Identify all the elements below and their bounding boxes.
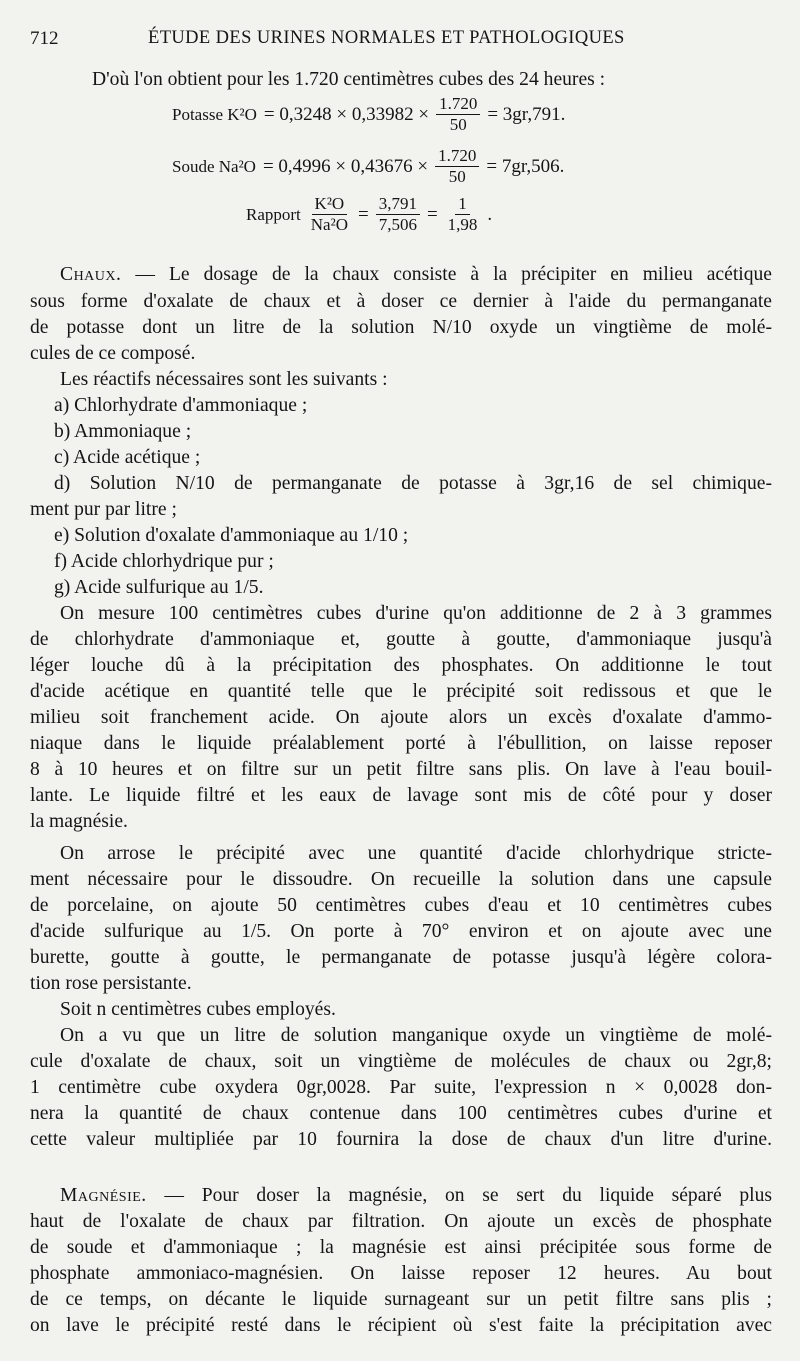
formula-label: Potasse K²O xyxy=(172,104,257,124)
text-line: léger louche dû à la précipitation des phosphates. On additionne le tout xyxy=(30,655,772,676)
list-item: d) Solution N/10 de permanganate de potasse à 3gr,16 de sel chimique- xyxy=(54,473,772,494)
text-line: haut de l'oxalate de chaux par filtration. On ajoute un excès de phosphate xyxy=(30,1211,772,1232)
list-item: g) Acide sulfurique au 1/5. xyxy=(54,577,264,598)
intro-line: D'où l'on obtient pour les 1.720 centimètres cubes des 24 heures : xyxy=(92,69,606,90)
list-item: c) Acide acétique ; xyxy=(54,447,201,468)
fraction-denominator: Na²O xyxy=(310,215,348,234)
formula-expression: = 0,4996 × 0,43676 × xyxy=(262,155,429,177)
formula-soude xyxy=(172,146,564,187)
text-line: Soit n centimètres cubes employés. xyxy=(60,999,336,1020)
text-line: — Le dosage de la chaux consiste à la précipiter en milieu acétique xyxy=(121,264,772,285)
fraction-denominator: 1,98 xyxy=(447,215,478,234)
list-item: f) Acide chlorhydrique pur ; xyxy=(54,551,274,572)
list-item: b) Ammoniaque ; xyxy=(54,421,192,442)
page-header xyxy=(30,24,766,54)
formula-rapport xyxy=(246,194,492,235)
text-line: ment pur par litre ; xyxy=(30,499,177,520)
period: . xyxy=(487,203,493,225)
formula-result: = 7gr,506. xyxy=(486,155,565,177)
text-line: 1 centimètre cube oxydera 0gr,0028. Par suite, l'expression n × 0,0028 don- xyxy=(30,1077,772,1098)
fraction-numerator: K²O xyxy=(312,194,348,215)
text-line: On a vu que un litre de solution manganique oxyde un vingtième de molé- xyxy=(60,1025,772,1046)
equals-sign: = xyxy=(426,203,438,225)
magnesie-first-line xyxy=(60,1183,772,1209)
text-line: la magnésie. xyxy=(30,811,128,832)
text-line: On mesure 100 centimètres cubes d'urine qu'on additionne de 2 à 3 grammes xyxy=(60,603,772,624)
text-line: de potasse dont un litre de la solution N/10 oxyde un vingtième de molé- xyxy=(30,317,772,338)
text-line: de porcelaine, on ajoute 50 centimètres cubes d'eau et 10 centimètres cubes xyxy=(30,895,772,916)
text-line: phosphate ammoniaco-magnésien. On laisse reposer 12 heures. Au bout xyxy=(30,1263,772,1284)
text-line: nera la quantité de chaux contenue dans 100 centimètres cubes d'urine et xyxy=(30,1103,772,1124)
text-line: Les réactifs nécessaires sont les suivants : xyxy=(60,369,388,390)
text-line: lante. Le liquide filtré et les eaux de lavage sont mis de côté pour y doser xyxy=(30,785,772,806)
fraction xyxy=(376,194,420,235)
text-line: d'acide acétique en quantité telle que le précipité soit redissous et que le xyxy=(30,681,772,702)
text-line: burette, goutte à goutte, le permanganate de potasse jusqu'à légère colora- xyxy=(30,947,772,968)
fraction-numerator: 1 xyxy=(455,194,470,215)
text-line: ment nécessaire pour le dissoudre. On recueille la solution dans une capsule xyxy=(30,869,772,890)
formula-label: Rapport xyxy=(246,204,301,224)
text-line: de ce temps, on décante le liquide surnageant sur un petit filtre sans plis ; xyxy=(30,1289,772,1310)
text-line: cules de ce composé. xyxy=(30,343,196,364)
equals-sign: = xyxy=(357,203,369,225)
fraction-numerator: 3,791 xyxy=(376,194,420,215)
list-item: e) Solution d'oxalate d'ammoniaque au 1/10 ; xyxy=(54,525,409,546)
text-line: milieu soit franchement acide. On ajoute alors un excès d'oxalate d'ammo- xyxy=(30,707,772,728)
fraction xyxy=(436,94,480,135)
fraction-numerator: 1.720 xyxy=(436,94,480,115)
fraction xyxy=(308,194,351,235)
text-line: on lave le précipité resté dans le récipient où s'est faite la précipitation avec xyxy=(30,1315,772,1336)
formula-result: = 3gr,791. xyxy=(487,103,566,125)
text-line: sous forme d'oxalate de chaux et à doser ce dernier à l'aide du permanganate xyxy=(30,291,772,312)
formula-expression: = 0,3248 × 0,33982 × xyxy=(263,103,430,125)
fraction-denominator: 7,506 xyxy=(378,215,417,234)
fraction xyxy=(445,194,481,235)
fraction-denominator: 50 xyxy=(449,115,467,134)
formula-potasse xyxy=(172,94,565,135)
text-line: de soude et d'ammoniaque ; la magnésie est ainsi précipitée sous forme de xyxy=(30,1237,772,1258)
text-line: cette valeur multipliée par 10 fournira la dose de chaux d'un litre d'urine. xyxy=(30,1129,772,1150)
section-heading-chaux: Chaux. xyxy=(60,264,122,285)
text-line: On arrose le précipité avec une quantité d'acide chlorhydrique stricte- xyxy=(60,843,772,864)
text-line: niaque dans le liquide préalablement porté à l'ébullition, on laisse reposer xyxy=(30,733,772,754)
section-heading-magnesie: Magnésie. xyxy=(60,1185,147,1206)
text-line: d'acide sulfurique au 1/5. On porte à 70° environ et on ajoute avec une xyxy=(30,921,772,942)
page-number: 712 xyxy=(30,28,59,49)
formula-label: Soude Na²O xyxy=(172,156,256,176)
fraction-denominator: 50 xyxy=(448,167,466,186)
fraction xyxy=(435,146,479,187)
text-line: — Pour doser la magnésie, on se sert du liquide séparé plus xyxy=(146,1185,772,1206)
text-line: cule d'oxalate de chaux, soit un vingtième de molécules de chaux ou 2gr,8; xyxy=(30,1051,772,1072)
running-title: ÉTUDE DES URINES NORMALES ET PATHOLOGIQUES xyxy=(148,28,625,48)
fraction-numerator: 1.720 xyxy=(435,146,479,167)
list-item: a) Chlorhydrate d'ammoniaque ; xyxy=(54,395,308,416)
text-line: 8 à 10 heures et on filtre sur un petit filtre sans plis. On lave à l'eau bouil- xyxy=(30,759,772,780)
chaux-first-line xyxy=(60,262,772,288)
text-line: de chlorhydrate d'ammoniaque et, goutte à goutte, d'ammoniaque jusqu'à xyxy=(30,629,772,650)
text-line: tion rose persistante. xyxy=(30,973,192,994)
